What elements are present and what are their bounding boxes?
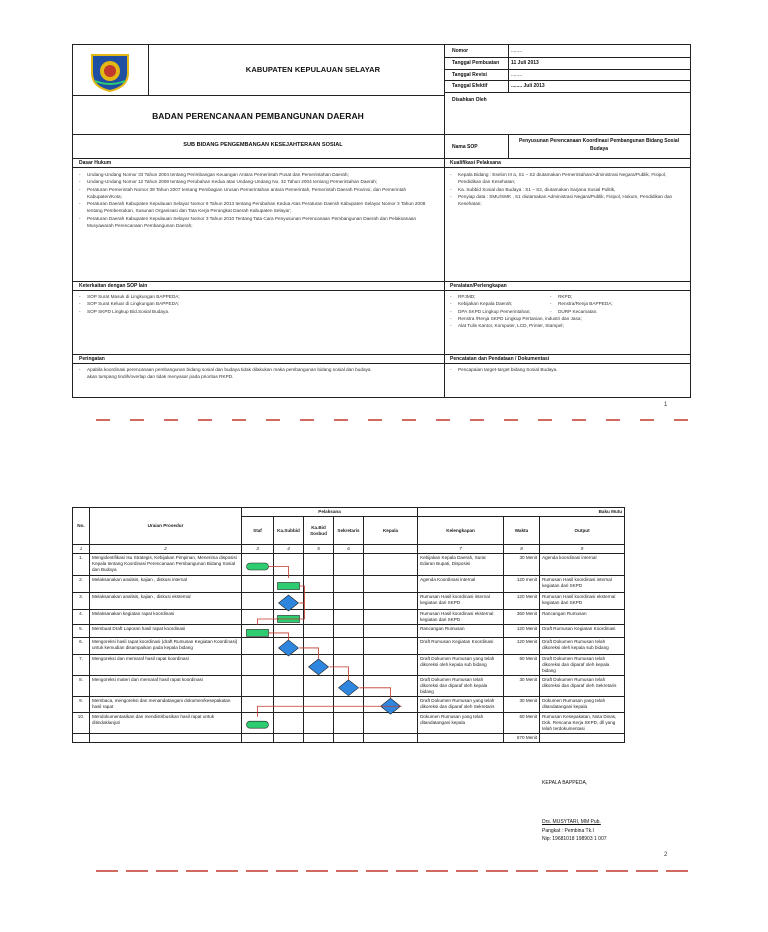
cell-uraian: Melaksanakan analisis, kajian , diskusi eksternal	[90, 593, 242, 610]
cell-uraian: Mengoreksi materi dan memaraf hasil rapat koordinasi	[90, 675, 242, 696]
list-item: - SOP SKPD Lingkup Bid.Sosial Budaya.	[79, 308, 439, 315]
col-number: 8	[504, 545, 540, 554]
col-output: Output	[540, 517, 625, 545]
dasar-hukum-list	[79, 171, 439, 229]
keterkaitan-list	[79, 293, 439, 315]
cell-kelengkapan: Agenda Koordinasi internal	[418, 576, 504, 593]
cell-waktu: 120 Menit	[504, 637, 540, 654]
cell-waktu: 30 Menit	[504, 554, 540, 576]
table-row-total	[73, 733, 690, 742]
cell-output: Agenda koordinasi internal	[540, 554, 625, 576]
cell-no: 3.	[73, 593, 90, 610]
cell-uraian: Melaksanakan kegiatan rapat koordinasi	[90, 610, 242, 625]
cell-output: Dokumen Rumusan yang telah ditandatangani kepala	[540, 696, 625, 712]
cell-waktu: 30 Menit	[504, 696, 540, 712]
sub-bidang-title: SUB BIDANG PENGEMBANGAN KESEJAHTERAAN SOSIAL	[183, 142, 343, 148]
meta-label-efektif: Tanggal Efektif	[452, 83, 488, 89]
col-number: 1	[73, 545, 90, 554]
col-waktu: Waktu	[504, 517, 540, 545]
cell-no: 9.	[73, 696, 90, 712]
cell-no: 4.	[73, 610, 90, 625]
cell-uraian: Mendokumentasikan dan mendistribusikan hasil rapat untuk ditindaklanjuti	[90, 712, 242, 733]
meta-value-nomor: ........	[511, 48, 523, 54]
cell-no: 2.	[73, 576, 90, 593]
cell-kelengkapan: Draft Dokumen Rumusan yang telah dikoreksi dan diparaf oleh Sekretaris	[418, 696, 504, 712]
cell-output: Draft Dokumen Rumusan telah dikoreksi dan diparaf oleh Sekretaris	[540, 675, 625, 696]
nama-sop-value: Penyusunan Perencanaan Koordinasi Pembangunan Bidang Sosial Budaya	[518, 138, 680, 152]
signature-rank: Pangkat : Pembina Tk.I	[542, 828, 594, 834]
cell-no: 1.	[73, 554, 90, 576]
table-row	[73, 696, 690, 712]
col-kasubbid: Ka.Subbid	[274, 517, 304, 545]
peralatan-title: Peralatan/Perlengkapan	[450, 283, 507, 289]
col-kepala: Kepala	[364, 517, 418, 545]
total-waktu: 570 Menit	[504, 733, 540, 742]
cell-kelengkapan: Dokumen Rumusan yang telah ditandatangani kepala	[418, 712, 504, 733]
meta-value-efektif: ........ Juli 2013	[511, 83, 545, 89]
cell-uraian: Mengoreksi dan memaraf hasil rapat koordinasi	[90, 654, 242, 675]
cell-kelengkapan: Rumusan Hasil koordinasi eksternal kegiatan dari SKPD	[418, 610, 504, 625]
cell-output: Draft Dokumen Rumusan telah dikoreksi dan diparaf oleh kepala bidang	[540, 654, 625, 675]
kualifikasi-list	[450, 171, 684, 207]
page-separator	[96, 860, 696, 862]
emblem-logo	[83, 51, 137, 93]
cell-waktu: 60 Menit	[504, 712, 540, 733]
cell-uraian: Melaksanakan analisis, kajian , diskusi internal	[90, 576, 242, 593]
table-row	[73, 593, 690, 610]
cell-no: 8.	[73, 675, 90, 696]
list-item: - Ka. Subbid Sosial dan Budaya : S1 – S2, diutamakan Sarjana Sosial Politik,	[450, 186, 684, 193]
procedure-table	[72, 507, 690, 743]
list-item: - Undang-Undang Nomor 33 Tahun 2004 tentang Perimbangan Keuangan Antara Pemerintah Pusat dan Pemerintahan Daerah;	[79, 171, 439, 178]
signature-title: KEPALA BAPPEDA,	[542, 780, 588, 786]
cell-waktu: 60 Menit	[504, 654, 540, 675]
list-item: - Peraturan Daerah Kabupaten Kepulauan Selayar Nomor 3 Tahun 2010 Tentang Tata Cara Penyusunan Perencanaan Pembangunan Daerah dan Pelaksanaan Musyawarah Perencanaan Pembangunan Daerah;	[79, 215, 439, 230]
cell-waktu: 120 Menit	[504, 624, 540, 637]
peringatan-list	[79, 366, 379, 381]
table-row	[73, 554, 690, 576]
list-item: - SOP Surat Masuk di Lingkungan BAPPEDA;	[79, 293, 439, 300]
badan-title: BADAN PERENCANAAN PEMBANGUNAN DAERAH	[152, 111, 364, 121]
cell-kelengkapan: Draft Rumusan Kegiatan Koordinasi	[418, 637, 504, 654]
list-item: - Pencapaian target-target bidang Sosial Budaya.	[450, 366, 684, 373]
list-item: - Peraturan Daerah Kabupaten Kepulauan Selayar Nomor 6 Tahun 2013 tentang Perubahan Kedua Atas Peraturan Daerah Kabupaten Selayar Nomor 3 Tahun 2008 tentang Pembentukan, Susunan Organisasi dan Tata Kerja Perangkat Daerah Kabupaten Selayar;	[79, 200, 439, 215]
page-separator	[96, 409, 696, 411]
meta-label-revisi: Tanggal Revisi	[452, 72, 487, 78]
list-item: - Undang-Undang Nomor 12 Tahun 2008 tentang Perubahan Kedua atas Undang-Undang No. 32 Tahun 2004 tentang Pemerintahan Daerah;	[79, 178, 439, 185]
table-row	[73, 624, 690, 637]
cell-kelengkapan: Kebijakan Kepala Daerah, Surat Edaran Bupati, Disposisi	[418, 554, 504, 576]
list-item: - Renstra/Renja BAPPEDA;	[550, 300, 668, 307]
cell-waktu: 120 Menit	[504, 593, 540, 610]
list-item: - RKPD;	[550, 293, 668, 300]
list-item: - Renstra /Renja SKPD Lingkup Pertanian, industri dan Jasa;	[450, 315, 684, 322]
signature-name: Drs. MUSYTARI, MM Pub.	[542, 819, 601, 825]
col-number: 5	[304, 545, 334, 554]
keterkaitan-title: Keterkaitan dengan SOP lain	[79, 283, 148, 289]
list-item: - Alat Tulis Kantor, Komputer, LCD, Printer, Stampel;	[450, 322, 684, 329]
page-number: 1	[664, 402, 668, 408]
pencatatan-list	[450, 366, 684, 373]
col-uraian: Uraian Prosedur	[90, 508, 242, 545]
col-number: 6	[334, 545, 364, 554]
list-item: - DURP Kecamatan.	[550, 308, 668, 315]
cell-output: Rumusan Kesepakatan, Nota Dinas, Dok. Rencana Kerja SKPD, dll yang telah terdokumentasi	[540, 712, 625, 733]
table-row	[73, 576, 690, 593]
signature-nip: Nip: 19681018 198903 1 007	[542, 836, 607, 842]
disahkan-label: Disahkan Oleh	[452, 97, 487, 103]
meta-label-nomor: Nomor	[452, 48, 469, 54]
cell-kelengkapan: Rumusan Hasil koordinasi internal kegiatan dari SKPD	[418, 593, 504, 610]
table-row	[73, 675, 690, 696]
cell-output: Rancangan Rumusan	[540, 610, 625, 625]
meta-value-revisi: ........	[511, 72, 523, 78]
col-mutu-baku: Baku Mutu	[418, 508, 625, 517]
col-number: 2	[90, 545, 242, 554]
list-item: - Kebijakan Kepala Daerah;	[450, 300, 550, 307]
cell-kelengkapan: Draft Dokumen Rumusan telah dikoreksi dan diparaf oleh kepala bidang	[418, 675, 504, 696]
kualifikasi-title: Kualifikasi Pelaksana	[450, 160, 501, 166]
cell-uraian: Mengidentifikasi Isu Strategis, Kebijakan Pimpinan, Menerima disposisi Kepala tentang Koordinasi Perencanaan Pembangunan Bidang Sosial dan Budaya	[90, 554, 242, 576]
table-row	[73, 712, 690, 733]
table-row	[73, 610, 690, 625]
col-staf: Staf	[242, 517, 274, 545]
cell-no: 10.	[73, 712, 90, 733]
sop-header-page	[72, 44, 691, 398]
col-sekretaris: Sekretaris	[334, 517, 364, 545]
cell-output: Rumusan Hasil koordinasi eksternal kegiatan dari SKPD	[540, 593, 625, 610]
col-kabid: Ka.Bid Sosbud	[304, 517, 334, 545]
cell-waktu: 360 Menit	[504, 610, 540, 625]
list-item: - SOP Surat Keluar di Lingkungan BAPPEDA;	[79, 300, 439, 307]
list-item: - Penyiap data : SMU/SMK , S1 diutamakan Administrasi Negara/Publik, Fisipol, Hukum, Pendidikan dan Kesehatan;	[450, 193, 684, 208]
cell-waktu: 30 Menit	[504, 675, 540, 696]
kabupaten-title: KABUPATEN KEPULAUAN SELAYAR	[245, 65, 381, 74]
nama-sop-label: Nama SOP	[452, 144, 478, 150]
dasar-hukum-title: Dasar Hukum	[79, 160, 112, 166]
list-item: - RPJMD;	[450, 293, 550, 300]
peringatan-title: Peringatan	[79, 356, 105, 362]
col-pelaksana: Pelaksana	[242, 508, 418, 517]
cell-output: Rumusan Hasil koordinasi internal kegiatan dari SKPD	[540, 576, 625, 593]
col-number: 7	[418, 545, 504, 554]
cell-no: 5.	[73, 624, 90, 637]
cell-uraian: Membaca, mengoreksi dan menandatangani dokumen/kesepakatan hasil rapat	[90, 696, 242, 712]
cell-output: Draft Dokumen Rumusan telah dikoreksi oleh kepala sub bidang	[540, 637, 625, 654]
cell-uraian: Mengoreksi hasil rapat koordinasi (draft Rumusan Kegiatan Koordinasi) untuk kemudian disampaikan pada kepala bidang	[90, 637, 242, 654]
cell-waktu: 120 menit	[504, 576, 540, 593]
table-row	[73, 637, 690, 654]
list-item: - Apabila koordinasi perencanaan pembangunan bidang sosial dan budaya tidak dilakukan maka pembangunan bidang sosial dan budaya akan tumpang tindih/overlap dan tidak menyasar pada prioritas RKPD.	[79, 366, 379, 381]
cell-no: 7.	[73, 654, 90, 675]
col-number: 9	[540, 545, 625, 554]
list-item: - Kepala Bidang : Eselon III a, S1 – S2 diutamakan Pemerintahan/Administrasi Negara/Publik, Fisipol, Pendidikan dan Kesehatan;	[450, 171, 684, 186]
list-item: - DPA SKPD Lingkup Pemerintahan;	[450, 308, 550, 315]
page-number: 2	[664, 852, 668, 858]
cell-output: Draft Rumusan Kegiatan Koordinasi	[540, 624, 625, 637]
pencatatan-title: Pencatatan dan Pendataan / Dokumentasi	[450, 356, 550, 362]
meta-label-pembuatan: Tanggal Pembuatan	[452, 60, 500, 66]
meta-value-pembuatan: 11 Juli 2013	[511, 60, 539, 66]
cell-uraian: Membuat Draft Laporan hasil rapat koordinasi	[90, 624, 242, 637]
col-kelengkapan: Kelengkapan	[418, 517, 504, 545]
col-number: 3	[242, 545, 274, 554]
cell-no: 6.	[73, 637, 90, 654]
col-number: 4	[274, 545, 304, 554]
cell-kelengkapan: Rancangan Rumusan	[418, 624, 504, 637]
cell-kelengkapan: Draft Dokumen Rumusan yang telah dikoreksi oleh kepala sub bidang	[418, 654, 504, 675]
col-no: No.	[73, 508, 90, 545]
list-item: - Peraturan Pemerintah Nomor 38 Tahun 2007 tentang Pembagian Urusan Pemerintahan antara Pemerintah, Pemerintah Daerah Provinsi, dan Pemerintah Kabupaten/Kota;	[79, 186, 439, 201]
table-row	[73, 654, 690, 675]
peralatan-list	[450, 293, 684, 329]
